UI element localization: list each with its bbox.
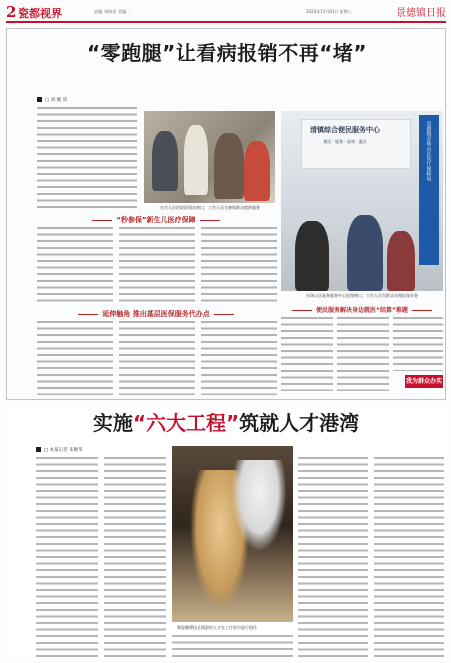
column-label: 我为群众办实事 [405,375,443,388]
title-part-2: 让看病报销不再“堵” [175,41,368,65]
body-text-column [37,107,137,209]
body-text-column [201,321,277,395]
page-number: 2 [6,3,17,21]
body-text-column [119,227,195,303]
body-text-column [36,457,98,657]
body-text-column [298,457,368,657]
subhead-agency: 延伸触角 推出基层医保服务代办点 [37,309,275,319]
body-text-column [337,317,389,391]
body-text-column [172,635,293,657]
photo-service-center [281,111,443,291]
body-text-column [104,457,166,657]
byline-square-icon [36,447,41,452]
body-text-column [37,227,113,303]
title-part-1: “零跑腿” [86,41,176,65]
photo-caption-3: 陶瓷雕塑技艺精湛的人才在工作室中进行创作 [177,625,257,630]
article-title-2 [6,407,446,436]
editor-credit: 责编 刘海星 美编 · [94,9,130,14]
title2-prefix: 实施 [92,411,133,435]
sign-text: 清镇综合便民服务中心 [310,126,380,134]
body-text-column [37,321,113,395]
article-medical-insurance [6,28,446,400]
subhead-settlement: 便民服务解决身边就医“结算”难题 [281,305,443,314]
byline-square-icon [37,97,42,102]
banner-text: 景德镇市珠山区医疗保障局 [425,121,432,181]
title2-suffix: 筑就人才港湾 [239,411,360,435]
vertical-banner [419,115,439,265]
body-text-column [201,227,277,303]
newspaper-logo: 景德镇日报 [396,8,446,19]
byline [37,97,67,103]
artisan-shape [232,460,286,550]
title2-highlight: “六大工程” [132,411,240,435]
masthead [6,3,446,23]
body-text-column [393,317,443,371]
photo-caption-2: 在珠山区政务服务中心医保窗口，工作人员为群众办理医保业务 [306,293,418,298]
subhead-newborn: “秒参保”新生儿医疗保障 [37,215,275,225]
body-text-column [374,457,444,657]
body-text-column [281,317,333,391]
sign-subtext: 便民 · 服务 · 高效 · 惠民 [323,139,367,144]
byline-2-text: □ 本报记者 朱顺华 [44,448,83,453]
article-talent-harbor [6,403,446,660]
article-title [7,37,447,66]
photo-ceramic-sculpture [172,446,293,622]
byline-text: □ 刘 婉 清 [45,98,68,103]
photo-insurance-counter [144,111,275,203]
photo-caption-1: 在市人民医院医保办窗口，工作人员为参保群众提供服务 [160,205,260,210]
byline-2 [36,447,83,453]
section-name: 瓷都视界 [18,7,62,20]
issue-date: 2023年11月01日 星期三 [306,9,352,14]
body-text-column [119,321,195,395]
